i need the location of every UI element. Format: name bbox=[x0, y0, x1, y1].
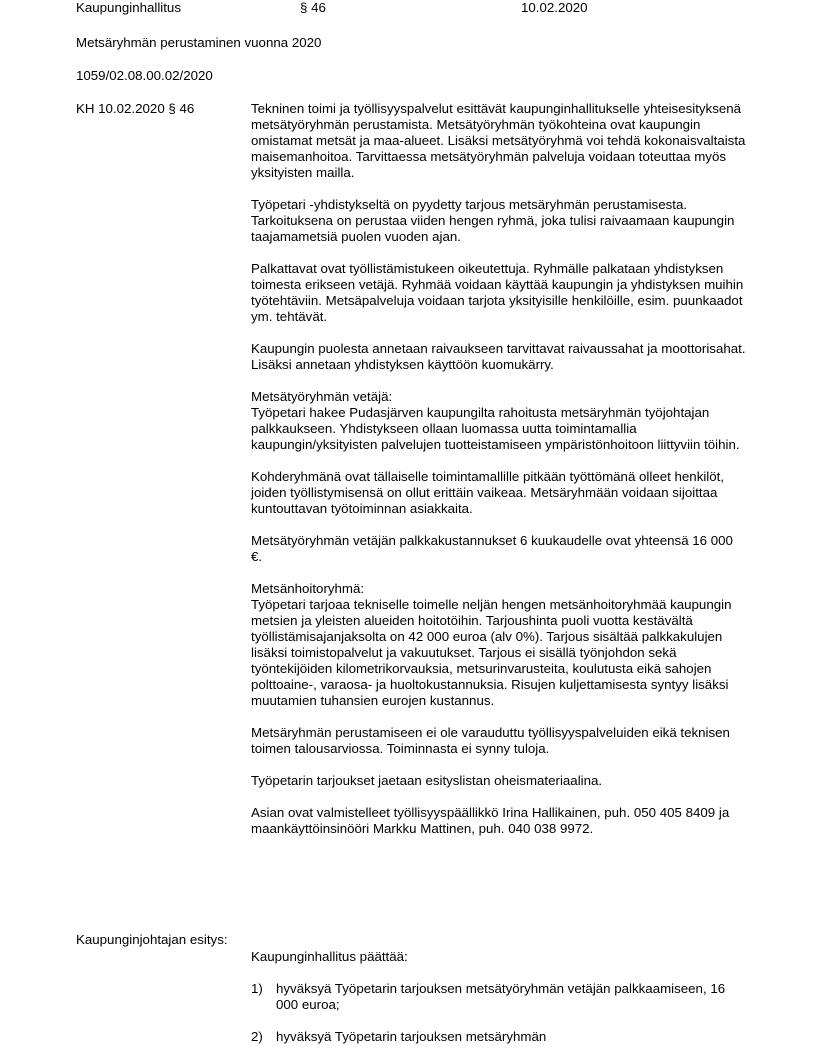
header-section: § 46 bbox=[300, 0, 326, 15]
leader-section bbox=[251, 389, 746, 453]
paragraph: Metsätyöryhmän vetäjän palkkakustannukset 6 kuukaudelle ovat yhteensä 16 000 €. bbox=[251, 533, 733, 564]
leader-text: Työpetari hakee Pudasjärven kaupungilta rahoitusta metsäryhmän työjohtajan palkkaukseen. Yhdistykseen ollaan luomassa uutta toimintamallia kaupungin/yksityisten palvelujen tuotteistamiseen ympäristönhoitoon liittyviin töihin. bbox=[251, 405, 740, 452]
paragraph: Asian ovat valmistelleet työllisyyspäällikkö Irina Hallikainen, puh. 050 405 8409 ja maankäyttöinsinööri Markku Mattinen, puh. 040 038 9972. bbox=[251, 805, 730, 836]
list-text: hyväksyä Työpetarin tarjouksen metsäryhmän bbox=[276, 1029, 547, 1044]
paragraph: Palkattavat ovat työllistämistukeen oikeutettuja. Ryhmälle palkataan yhdistyksen toimesta erikseen vetäjä. Ryhmää voidaan käyttää kaupungin ja yhdistyksen muihin työtehtäviin. Metsäpalveluja voidaan tarjota yksityisille henkilöille, esim. puunkaadot ym. tehtävät. bbox=[251, 261, 744, 324]
list-number: 2) bbox=[251, 1029, 263, 1044]
list-number: 1) bbox=[251, 981, 263, 996]
proposal-text bbox=[251, 949, 746, 1061]
leader-heading: Metsätyöryhmän vetäjä: bbox=[251, 389, 393, 404]
list-text: hyväksyä Työpetarin tarjouksen metsätyöryhmän vetäjän palkkaamiseen, 16 000 euroa; bbox=[276, 981, 726, 1012]
paragraph: Tekninen toimi ja työllisyyspalvelut esittävät kaupunginhallitukselle yhteisesityksenä metsätyöryhmän perustamista. Metsätyöryhmän työkohteina ovat kaupungin omistamat metsät ja maa-alueet. Lisäksi metsätyöryhmä voi tehdä kokonaisvaltaista maisemanhoitoa. Tarvittaessa metsätyöryhmän palveluja voidaan toteuttaa myös yksityisten mailla. bbox=[251, 101, 746, 180]
header-body: Kaupunginhallitus bbox=[76, 0, 181, 15]
document-title: Metsäryhmän perustaminen vuonna 2020 bbox=[76, 35, 322, 50]
paragraph: Työpetari -yhdistykseltä on pyydetty tarjous metsäryhmän perustamisesta. Tarkoituksena on perustaa viiden hengen ryhmä, joka tulisi raivaamaan kaupungin taajamametsiä puolen vuoden ajan. bbox=[251, 197, 735, 244]
forest-text: Työpetari tarjoaa tekniselle toimelle neljän hengen metsänhoitoryhmää kaupungin metsien ja yleisten alueiden hoitotöihin. Tarjoushinta puoli vuotta kestävältä työllistämisajanjaksolta on 42 000 euroa (alv 0%). Tarjous sisältää palkkakulujen lisäksi toimistopalvelut ja vakuutukset. Tarjous ei sisällä työnjohdon sekä työntekijöiden kilometrikorvauksia, metsurinvarusteita, koulutusta eikä sahojen polttoaine-, varaosa- ja huoltokustannuksia. Risujen kuljettamisesta syntyy lisäksi muutamien tuhansien eurojen kustannus. bbox=[251, 597, 732, 708]
forest-heading: Metsänhoitoryhmä: bbox=[251, 581, 365, 596]
paragraph: Metsäryhmän perustamiseen ei ole varauduttu työllisyyspalveluiden eikä teknisen toimen talousarviossa. Toiminnasta ei synny tuloja. bbox=[251, 725, 730, 756]
diary-number: 1059/02.08.00.02/2020 bbox=[76, 68, 213, 83]
meeting-label: KH 10.02.2020 § 46 bbox=[76, 101, 195, 116]
paragraph: Työpetarin tarjoukset jaetaan esityslistan oheismateriaalina. bbox=[251, 773, 603, 788]
forest-section bbox=[251, 581, 746, 709]
paragraph: Kaupungin puolesta annetaan raivaukseen tarvittavat raivaussahat ja moottorisahat. Lisäksi annetaan yhdistyksen käyttöön kuomukärry. bbox=[251, 341, 746, 372]
header-date: 10.02.2020 bbox=[521, 0, 588, 15]
proposal-intro: Kaupunginhallitus päättää: bbox=[251, 949, 408, 964]
paragraph: Kohderyhmänä ovat tällaiselle toimintamallille pitkään työttömänä olleet henkilöt, joiden työllistymisensä on ollut erittäin vaikeaa. Metsäryhmään voidaan sijoittaa kuntouttavan työtoiminnan asiakkaita. bbox=[251, 469, 725, 516]
list-item bbox=[251, 1029, 746, 1045]
preparation-text bbox=[251, 101, 746, 837]
proposal-label: Kaupunginjohtajan esitys: bbox=[76, 932, 228, 947]
list-item bbox=[251, 981, 746, 1013]
